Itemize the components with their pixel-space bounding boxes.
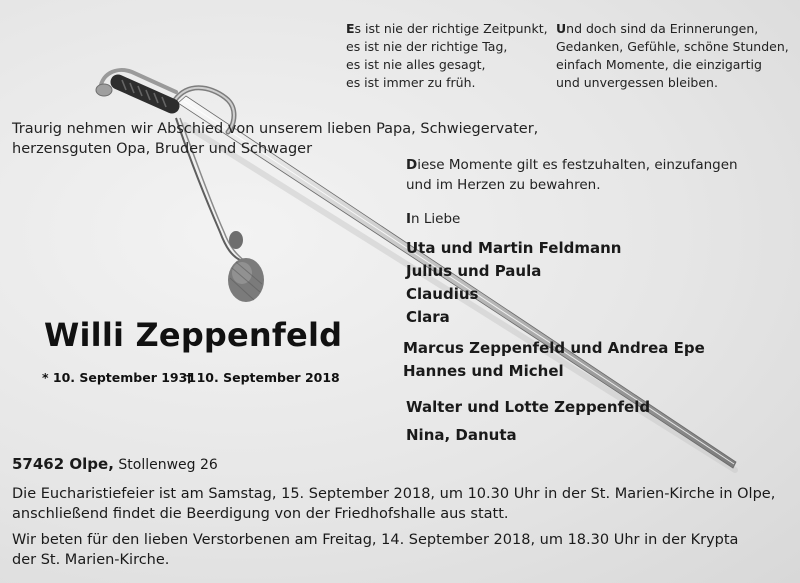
poem-left [346, 20, 548, 92]
poem-left-line: es ist nie der richtige Tag, [346, 39, 508, 54]
prayer-service-text: Wir beten für den lieben Verstorbenen am Freitag, 14. September 2018, um 18.30 Uhr in der Krypta der St. Marien-Kirche. [12, 532, 739, 568]
family-name: Julius und Paula [406, 262, 542, 280]
birth-date: * 10. September 1931 [42, 370, 197, 385]
deceased-name: Willi Zeppenfeld [44, 316, 343, 354]
poem-right-line: und unvergessen bleiben. [556, 75, 718, 90]
death-date: † 10. September 2018 [186, 370, 340, 385]
family-group-3 [406, 393, 650, 449]
funeral-service-text: Die Eucharistiefeier ist am Samstag, 15. September 2018, um 10.30 Uhr in der St. Marien-Kirche in Olpe, anschließend findet die Beerdigung von der Friedhofshalle aus statt. [12, 486, 776, 522]
poem-right-line: Gedanken, Gefühle, schöne Stunden, [556, 39, 789, 54]
quote-initial: D [406, 157, 418, 173]
in-liebe-initial: I [406, 211, 412, 227]
poem-right-first-line: nd doch sind da Erinnerungen, [566, 21, 759, 36]
in-liebe-rest: n Liebe [411, 211, 461, 227]
quote-first-line: iese Momente gilt es festzuhalten, einzufangen [417, 157, 738, 173]
in-liebe [406, 210, 460, 229]
family-name: Nina, Danuta [406, 426, 517, 444]
poem-left-first-line: s ist nie der richtige Zeitpunkt, [354, 21, 548, 36]
family-name: Uta und Martin Feldmann [406, 239, 622, 257]
family-name: Claudius [406, 285, 479, 303]
poem-right-initial: U [556, 21, 567, 36]
poem-left-initial: E [346, 21, 355, 36]
poem-left-line: es ist nie alles gesagt, [346, 57, 486, 72]
poem-right-line: einfach Momente, die einzigartig [556, 57, 762, 72]
address-street: Stollenweg 26 [118, 457, 218, 473]
family-group-2 [403, 337, 705, 383]
quote [406, 155, 738, 195]
intro-line: Traurig nehmen wir Abschied von unserem lieben Papa, Schwiegervater, [12, 121, 539, 137]
intro-text [12, 119, 538, 159]
family-name: Clara [406, 308, 450, 326]
poem-right [556, 20, 789, 92]
address-city: 57462 Olpe, [12, 455, 114, 473]
family-group-1 [406, 237, 621, 329]
poem-left-line: es ist immer zu früh. [346, 75, 476, 90]
address [12, 455, 218, 473]
family-name: Hannes und Michel [403, 362, 564, 380]
intro-line: herzensguten Opa, Bruder und Schwager [12, 141, 313, 157]
family-name: Walter und Lotte Zeppenfeld [406, 398, 651, 416]
quote-line: und im Herzen zu bewahren. [406, 177, 601, 193]
family-name: Marcus Zeppenfeld und Andrea Epe [403, 339, 705, 357]
